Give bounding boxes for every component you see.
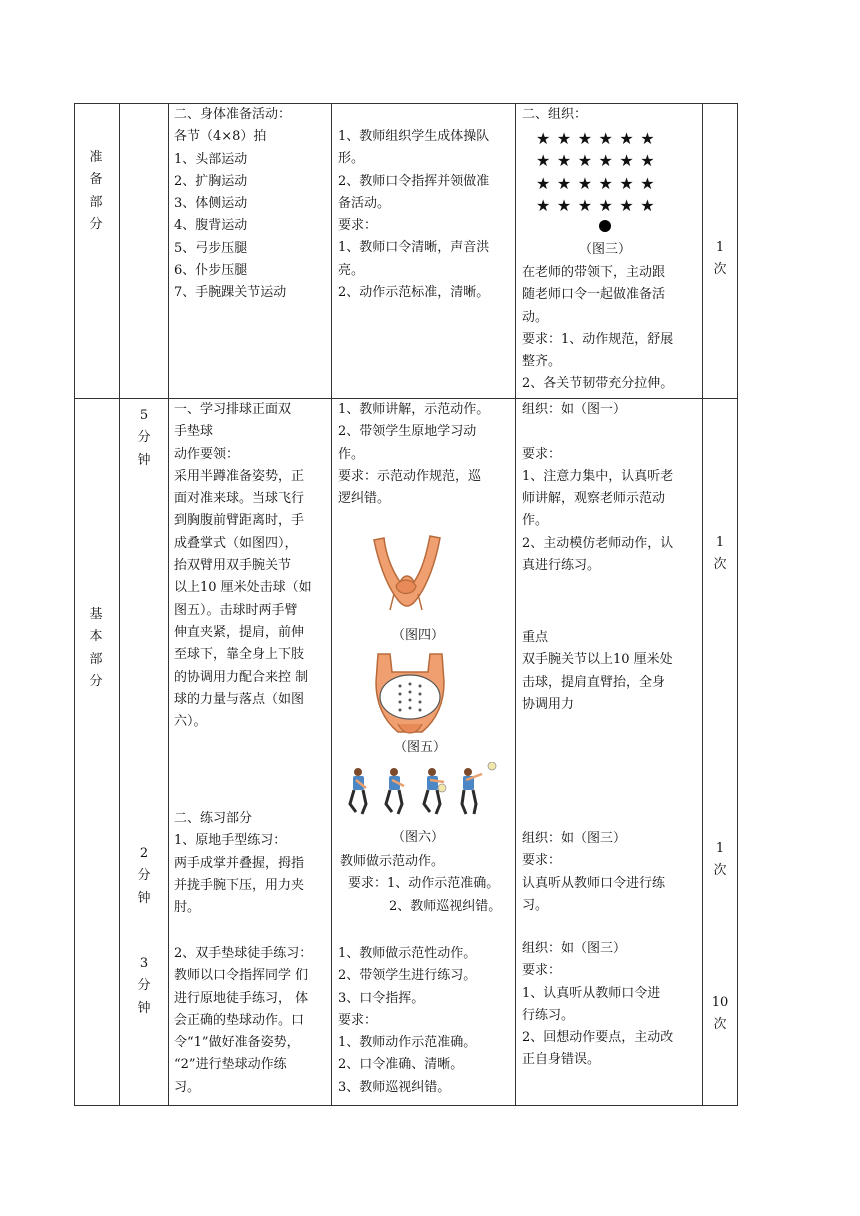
basic-teacher-2: 教师做示范动作。 要求：1、动作示范准确。 2、教师巡视纠错。 (340, 854, 502, 914)
basic-count-2: 1 次 (713, 841, 727, 879)
basic-key-point: 重点 双手腕关节以上10 厘米处 击球，提肩直臂抬，全身 协调用力 (522, 630, 673, 712)
figure-3-caption: （图三） (578, 242, 631, 257)
figure-5-caption: （图五） (393, 740, 446, 755)
passing-sequence-figure (344, 762, 504, 832)
table-bottom-border (74, 1105, 738, 1106)
prep-content: 二、身体准备活动： 各节（4×8）拍 1、头部运动 2、扩胸运动 3、体侧运动 4、腹背运动 5、弓步压腿 6、仆步压腿 7、手腕踝关节运动 (174, 107, 292, 301)
col-line-6 (702, 103, 703, 1106)
col-line-3 (168, 103, 169, 1106)
star-formation-icon: ★★★★★★ ★★★★★★ ★★★★★★ ★★★★★★ (536, 129, 662, 215)
figure-4-caption: （图四） (391, 628, 444, 643)
basic-student-3: 组织：如（图三） 要求： 1、认真听从教师口令进 行练习。 2、回想动作要点，主动改 正自身错误。 (522, 941, 674, 1068)
prep-count: 1 次 (713, 240, 727, 278)
basic-teacher-3: 1、教师做示范性动作。 2、带领学生进行练习。 3、口令指挥。 要求： 1、教师动作示范准确。 2、口令准确、清晰。 3、教师巡视纠错。 (338, 946, 477, 1095)
prep-section-label: 准 备 部 分 (89, 150, 103, 232)
basic-teacher-1: 1、教师讲解，示范动作。 2、带领学生原地学习动 作。 要求：示范动作规范，巡 逻纠错。 (338, 402, 490, 507)
prep-org-title: 二、组织： (522, 107, 588, 122)
basic-content-3: 2、双手垫球徒手练习： 教师以口令指挥同学 们 进行原地徒手练习， 体 会正确的垫球动作。口 令“1”做好准备姿势， “2”进行垫球动作练 习。 (174, 946, 313, 1095)
col-line-2 (119, 103, 120, 1106)
teacher-position-icon (599, 220, 611, 232)
col-line-5 (515, 103, 516, 1106)
basic-count-3: 10 次 (711, 995, 729, 1033)
basic-student-2: 组织：如（图三） 要求： 认真听从教师口令进行练 习。 (522, 831, 666, 913)
figure-6-caption: （图六） (391, 830, 444, 845)
time-5-min: 5 分 钟 (137, 408, 151, 468)
col-line-7 (737, 103, 738, 1106)
basic-content-1: 一、学习排球正面双 手垫球 动作要领： 采用半蹲准备姿势，正 面对准来球。当球飞行 到胸腹前臂距离时，手 成叠掌式（如图四）， 抬双臂用双手腕关节 以上10 厘米处击球（如 图五）。击球时两手臂 伸直夹紧，提肩，前伸 至球下，靠全身上下肢 的协调用力配合来控 制 球的力量与落点（如图 六）。 (174, 402, 312, 730)
basic-student-1: 组织：如（图一） 要求： 1、注意力集中，认真听老 师讲解，观察老师示范动 作。 2、主动模仿老师动作，认 真进行练习。 (522, 402, 674, 574)
arm-contact-figure (370, 652, 450, 738)
time-2-min: 2 分 钟 (137, 846, 151, 906)
basic-count-1: 1 次 (713, 535, 727, 573)
stacked-hands-figure (366, 530, 446, 616)
basic-content-2: 二、练习部分 1、原地手型练习： 两手成掌并叠握，拇指 并拢手腕下压，用力夹 肘。 (174, 811, 305, 916)
col-line-1 (74, 103, 75, 1106)
col-line-4 (331, 103, 332, 1106)
prep-teacher: 1、教师组织学生成体操队 形。 2、教师口令指挥并领做准 备活动。 要求： 1、教师口令清晰，声音洪 亮。 2、动作示范标准，清晰。 (338, 129, 490, 301)
basic-section-label: 基 本 部 分 (89, 607, 103, 689)
prep-student: 在老师的带领下，主动跟 随老师口令一起做准备活 动。 要求：1、动作规范，舒展 整齐。 2、各关节韧带充分拉伸。 (522, 265, 674, 392)
time-3-min: 3 分 钟 (137, 956, 151, 1016)
